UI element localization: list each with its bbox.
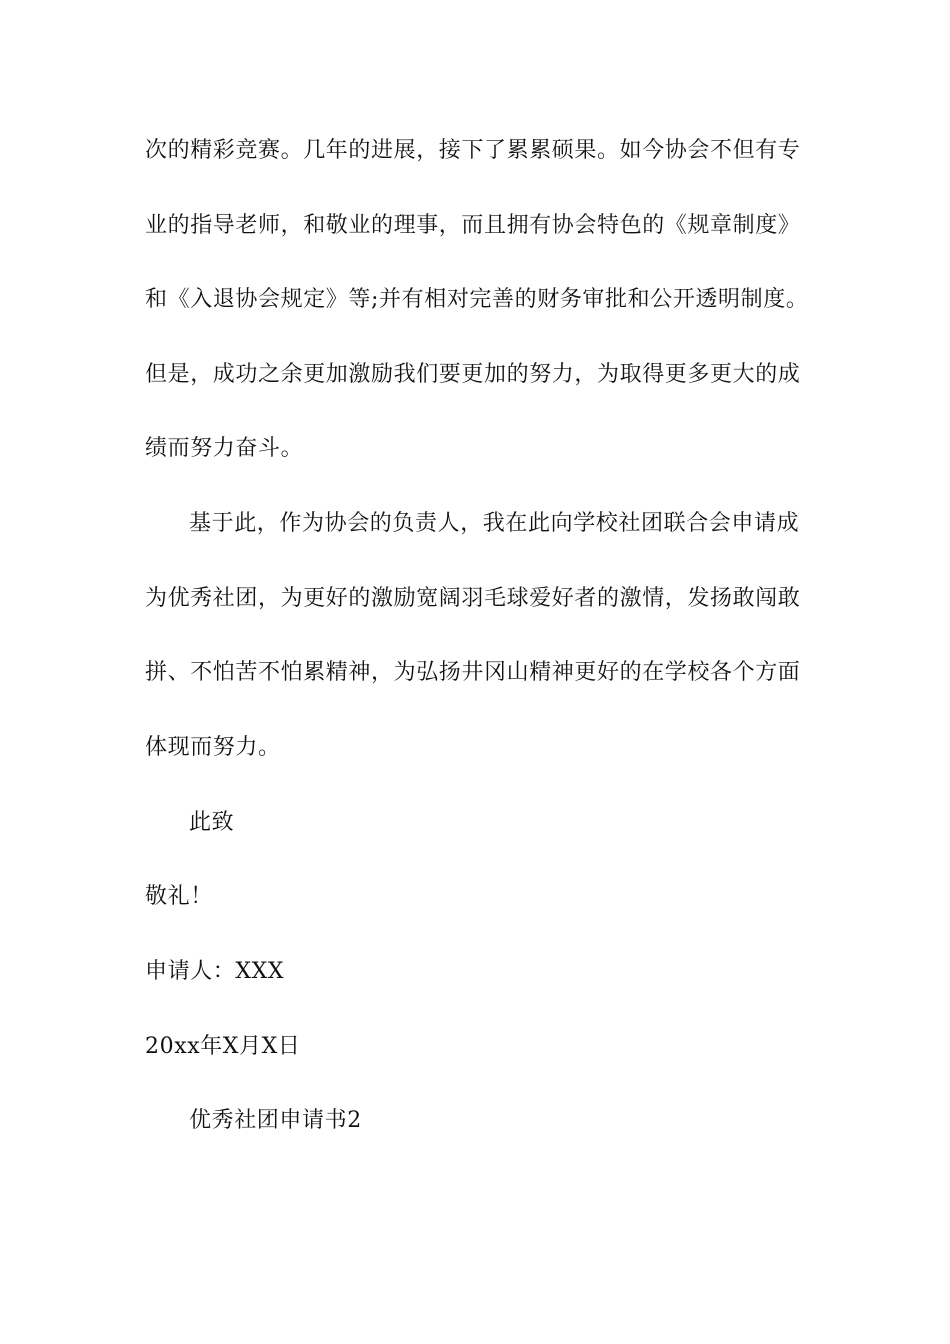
applicant-line: 申请人：XXX [145,959,285,984]
paragraph-line: 基于此，作为协会的负责人，我在此向学校社团联合会申请成 [189,511,800,536]
salute-text: 敬礼！ [145,884,213,909]
paragraph-line: 绩而努力奋斗。 [145,436,304,461]
paragraph-line: 和《入退协会规定》等;并有相对完善的财务审批和公开透明制度。 [145,287,809,312]
closing-text: 此致 [189,810,235,835]
next-section-title: 优秀社团申请书2 [189,1108,362,1133]
paragraph-line: 为优秀社团，为更好的激励宽阔羽毛球爱好者的激情，发扬敢闯敢 [145,586,801,611]
paragraph-line: 业的指导老师，和敬业的理事，而且拥有协会特色的《规章制度》 [145,213,801,238]
paragraph-line: 拼、不怕苦不怕累精神，为弘扬井冈山精神更好的在学校各个方面 [145,660,801,685]
date-line: 20xx年X月X日 [145,1034,301,1059]
paragraph-line: 体现而努力。 [145,735,281,760]
paragraph-line: 次的精彩竞赛。几年的进展，接下了累累硕果。如今协会不但有专 [145,138,801,163]
paragraph-line: 但是，成功之余更加激励我们要更加的努力，为取得更多更大的成 [145,362,801,387]
